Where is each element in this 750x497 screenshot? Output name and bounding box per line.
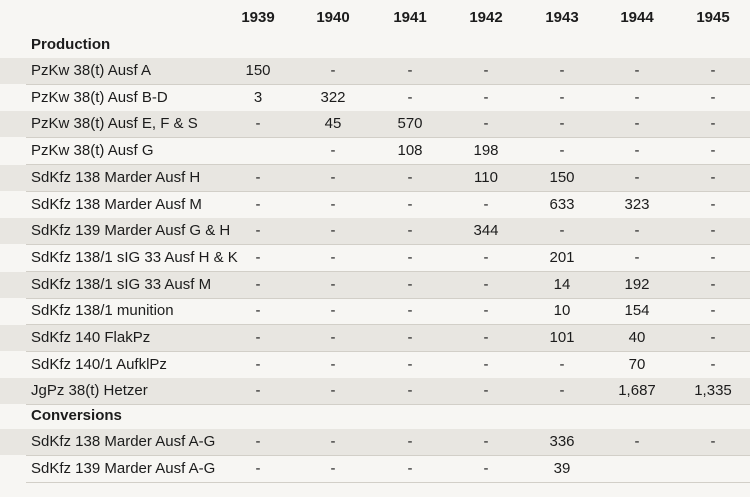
row-label: PzKw 38(t) Ausf E, F & S [31,115,198,133]
table-cell: 322 [320,88,346,106]
table-cell: - [255,433,261,451]
table-cell: - [330,168,336,186]
table-cell: - [483,433,489,451]
table-cell: - [330,329,336,346]
table-cell: - [330,355,336,373]
year-header: 1943 [545,9,579,26]
table-cell: 336 [549,433,575,451]
table-cell: - [559,222,565,240]
table-row [0,138,750,164]
table-row [0,85,750,111]
table-cell: - [710,142,716,160]
table-cell: 110 [474,168,498,186]
table-cell: 150 [245,62,271,79]
table-row [0,272,750,298]
table-cell: - [710,248,716,266]
row-label: SdKfz 140 FlakPz [31,329,151,346]
table-row [0,165,750,191]
table-cell: - [407,382,413,400]
table-cell: - [330,302,336,320]
table-cell: 201 [549,248,575,266]
table-cell: 14 [553,275,571,293]
year-header: 1944 [620,9,654,26]
table-cell: 633 [549,195,575,213]
table-cell: - [634,168,640,186]
table-cell: - [330,195,336,213]
table-cell: - [710,88,716,106]
table-cell: - [330,433,336,451]
table-cell: 101 [549,329,575,346]
table-row [0,429,750,455]
table-cell: 3 [253,88,263,106]
table-cell: 45 [324,115,342,133]
table-cell: - [483,275,489,293]
table-cell: - [407,275,413,293]
table-cell: - [710,62,716,79]
table-cell: - [710,222,716,240]
table-row [0,352,750,378]
table-row [0,218,750,244]
table-cell: - [255,355,261,373]
table-cell: - [559,355,565,373]
table-cell: - [559,115,565,133]
table-cell: - [255,168,261,186]
table-cell: 344 [473,222,499,240]
table-cell: - [407,195,413,213]
table-cell: 39 [553,459,571,477]
table-cell: - [483,355,489,373]
table-row [0,58,750,84]
table-cell: - [407,248,413,266]
row-label: SdKfz 139 Marder Ausf A-G [31,459,216,477]
row-label: SdKfz 140/1 AufklPz [31,355,167,373]
row-label: SdKfz 138/1 munition [31,302,174,320]
table-cell: 150 [549,168,575,186]
table-row [0,111,750,137]
row-label: SdKfz 138/1 sIG 33 Ausf M [31,275,212,293]
table-cell: - [255,115,261,133]
row-divider [26,482,750,483]
table-cell: - [559,62,565,79]
table-cell: - [330,275,336,293]
table-cell: - [710,195,716,213]
table-cell: 108 [397,142,423,160]
table-cell: 1,335 [694,382,732,400]
table-cell: - [634,222,640,240]
row-divider [26,404,750,405]
table-cell: - [255,329,261,346]
year-header: 1939 [241,9,275,26]
table-cell: - [483,88,489,106]
table-cell: - [407,329,413,346]
table-cell: - [710,329,716,346]
row-label: SdKfz 138 Marder Ausf M [31,195,202,213]
table-cell: - [634,88,640,106]
table-cell: - [330,222,336,240]
row-label: JgPz 38(t) Hetzer [31,382,148,400]
year-header: 1942 [469,9,503,26]
table-cell: - [559,142,565,160]
table-cell: - [483,302,489,320]
year-header: 1941 [393,9,427,26]
table-cell: - [634,248,640,266]
table-cell: 70 [628,355,646,373]
table-cell: - [483,195,489,213]
table-row [0,192,750,218]
table-cell: - [330,62,336,79]
row-label: SdKfz 138/1 sIG 33 Ausf H & K [31,248,238,266]
table-cell: - [634,62,640,79]
table-cell: - [407,459,413,477]
table-cell: - [330,248,336,266]
table-cell: 192 [624,275,650,293]
table-cell: - [710,275,716,293]
table-cell: - [330,142,336,160]
table-cell: - [710,115,716,133]
table-cell: 323 [624,195,650,213]
table-cell: - [710,168,716,186]
table-cell: - [559,88,565,106]
row-label: PzKw 38(t) Ausf B-D [31,88,168,106]
table-cell: - [255,302,261,320]
table-cell: - [483,382,489,400]
table-cell: - [407,88,413,106]
table-cell: 40 [628,329,646,346]
table-cell: - [330,382,336,400]
table-cell: - [483,62,489,79]
table-cell: - [634,115,640,133]
table-cell: - [407,355,413,373]
table-cell: 1,687 [618,382,656,400]
row-label: SdKfz 139 Marder Ausf G & H [31,222,231,240]
table-cell: 570 [397,115,423,133]
table-cell: - [634,433,640,451]
row-label: SdKfz 138 Marder Ausf H [31,168,201,186]
table-cell [607,456,667,482]
row-label: PzKw 38(t) Ausf A [31,62,152,79]
table-cell: - [710,433,716,451]
table-cell: - [255,222,261,240]
table-row [0,456,750,482]
year-header: 1945 [696,9,730,26]
table-row [0,378,750,404]
table-row [0,245,750,271]
table-cell: - [407,222,413,240]
table-cell: - [407,168,413,186]
table-row [0,298,750,324]
table-cell: - [255,459,261,477]
table-cell: - [255,195,261,213]
table-row [0,325,750,351]
row-label: PzKw 38(t) Ausf G [31,142,154,160]
table-cell: - [483,248,489,266]
table-cell: 10 [553,302,571,320]
table-cell: - [483,115,489,133]
table-cell: 198 [473,142,499,160]
table-cell: - [483,459,489,477]
table-cell: - [255,382,261,400]
table-cell: - [483,329,489,346]
row-label: SdKfz 138 Marder Ausf A-G [31,433,216,451]
table-cell [683,456,743,482]
table-cell: - [255,275,261,293]
table-cell: - [634,142,640,160]
table-cell: - [559,382,565,400]
table-cell [228,138,288,164]
table-cell: - [710,302,716,320]
table-cell: - [407,302,413,320]
year-header: 1940 [316,9,350,26]
table-cell: - [330,459,336,477]
section-title: Production [31,36,111,53]
section-title: Conversions [31,407,122,425]
table-cell: - [710,355,716,373]
table-cell: - [407,62,413,79]
table-cell: 154 [624,302,650,320]
table-cell: - [407,433,413,451]
table-cell: - [255,248,261,266]
